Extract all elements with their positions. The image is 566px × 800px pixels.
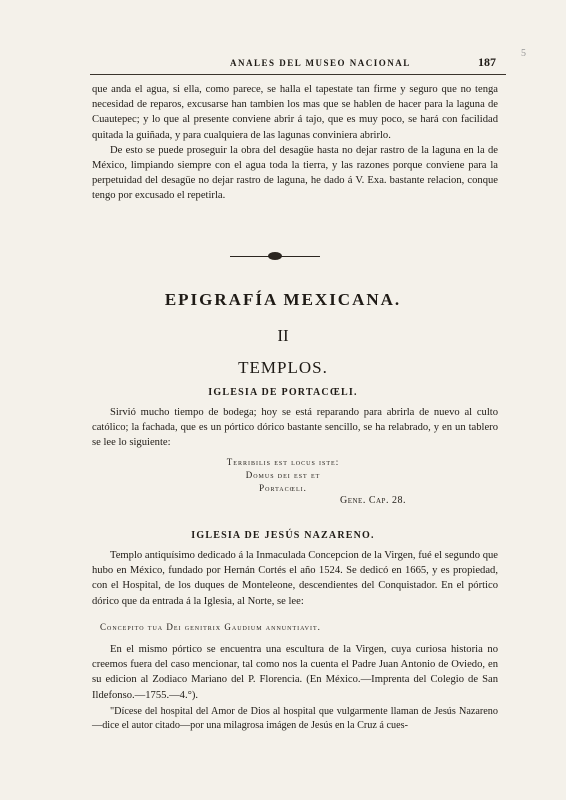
intro-text — [92, 82, 498, 204]
church-title-portacoeli: IGLESIA DE PORTACŒLI. — [208, 387, 358, 398]
portacoeli-text — [92, 405, 498, 451]
inscription-line: Terribilis est locus iste: — [226, 457, 340, 467]
subsection-title: TEMPLOS. — [238, 358, 328, 377]
portacoeli-citation: Gene. Cap. 28. — [340, 495, 406, 506]
intro-paragraph: De esto se puede proseguir la obra del desagüe hasta no dejar rastro de la laguna en la de México, limpiando siempre con el agua toda la tierra, y las razones porque conviene para la perpetuidad del desagüe no dejar rastro de laguna, he dado á V. Exa. bastante relacion, conque tengo por excusado el repetirla. — [92, 144, 498, 202]
inscription-line: Domus dei est et — [245, 470, 321, 480]
church-title-jesus-nazareno: IGLESIA DE JESÚS NAZARENO. — [191, 530, 375, 541]
jesus-nazareno-paragraph-2: En el mismo pórtico se encuentra una escultura de la Virgen, cuya curiosa historia no creemos fuera del caso mencionar, tal como nos la cuenta el Padre Juan Antonio de Oviedo, en su edicion al Zodiaco Mariano del P. Florencia. (En México.—Imprenta del Colegio de San Ildefonso.—1755.—4.°). — [92, 644, 498, 701]
corner-mark: 5 — [521, 48, 526, 59]
running-header-title: ANALES DEL MUSEO NACIONAL — [230, 58, 411, 68]
footnote-paragraph: "Dícese del hospital del Amor de Dios al hospital que vulgarmente llaman de Jesús Nazareno—dice el autor citado—por una milagrosa imágen de Jesús en la Cruz á cues- — [92, 706, 498, 731]
inscription-line: Portacœli. — [259, 483, 307, 493]
header-rule — [90, 74, 506, 75]
page-number: 187 — [478, 55, 496, 69]
intro-paragraph: que anda el agua, si ella, como parece, se halla el tapestate tan firme y seguro que no tenga necesidad de reparos, excusarse han tambien los mas que se hablen de hacer para la laguna de Cuautepec; y lo que al presente conviene abrir á tajo, que es muy poco, se hará con facilidad quitada la guiñada, y para cualquiera de las lagunas conviniera abrirlo. — [92, 84, 498, 141]
portacoeli-paragraph: Sirvió mucho tiempo de bodega; hoy se está reparando para abrirla de nuevo al culto católico; la fachada, que es un pórtico dórico bastante sencillo, se ha relabrado, y en un tablero se lee lo siguiente: — [92, 407, 498, 449]
ornamental-divider — [230, 254, 320, 260]
section-number: II — [277, 326, 289, 345]
footnote-text — [92, 705, 498, 733]
running-header — [90, 55, 506, 76]
portacoeli-inscription — [0, 456, 566, 495]
jesus-nazareno-text-2 — [92, 642, 498, 703]
jesus-nazareno-paragraph: Templo antiquísimo dedicado á la Inmaculada Concepcion de la Virgen, fué el segundo que hubo en México, fundado por Hernán Cortés el año 1524. Se dedicó en 1665, y es propiedad, con el Hospital, de los duques de Monteleone, descendientes del Conquistador. En el pórtico dórico que da entrada á la Iglesia, al Norte, se lee: — [92, 550, 498, 607]
section-title: EPIGRAFÍA MEXICANA. — [164, 290, 402, 309]
jesus-nazareno-motto: Concepito tua Dei genitrix Gaudium annuntiavit. — [100, 622, 321, 632]
jesus-nazareno-text — [92, 548, 498, 609]
